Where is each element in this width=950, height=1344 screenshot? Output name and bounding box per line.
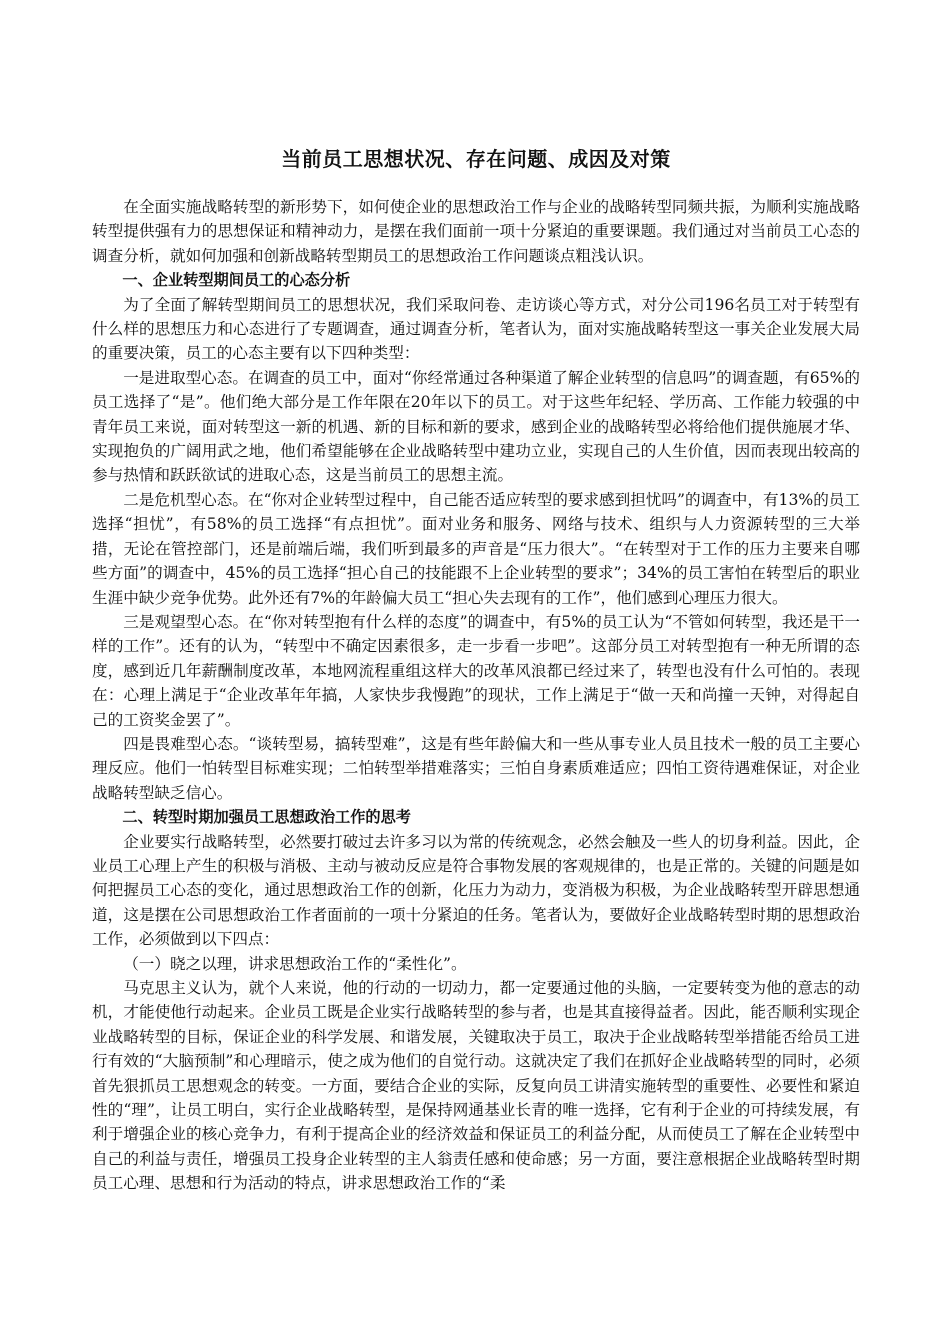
section-2-heading: 二、转型时期加强员工思想政治工作的思考 bbox=[122, 808, 411, 827]
section-1-paragraph-4: 三是观望型心态。在“你对转型抱有什么样的态度”的调查中，有5%的员工认为“不管如何转型，我还是干一样的工作”。还有的认为，“转型中不确定因素很多，走一步看一步吧”。这部分员工对转型抱有一种无所谓的态度，感到近几年薪酬制度改革，本地网流程重组这样大的改革风浪都已经过来了，转型也没有什么可怕的。表现在：心理上满足于“企业改革年年搞，人家快步我慢跑”的现状，工作上满足于“做一天和尚撞一天钟，对得起自己的工资奖金罢了”。 bbox=[92, 612, 860, 729]
document-page bbox=[92, 145, 860, 1196]
section-1-paragraph-2: 一是进取型心态。在调查的员工中，面对“你经常通过各种渠道了解企业转型的信息吗”的调查题，有65%的员工选择了“是”。他们绝大部分是工作年限在20年以下的员工。对于这些年纪轻、学历高、工作能力较强的中青年员工来说，面对转型这一新的机遇、新的目标和新的要求，感到企业的战略转型必将给他们提供施展才华、实现抱负的广阔用武之地，他们希望能够在企业战略转型中建功立业，实现自己的人生价值，因而表现出较高的参与热情和跃跃欲试的进取心态，这是当前员工的思想主流。 bbox=[92, 368, 860, 485]
intro-paragraph: 在全面实施战略转型的新形势下，如何使企业的思想政治工作与企业的战略转型同频共振，为顺利实施战略转型提供强有力的思想保证和精神动力，是摆在我们面前一项十分紧迫的重要课题。我们通过对当前员工心态的调查分析，就如何加强和创新战略转型期员工的思想政治工作问题谈点粗浅认识。 bbox=[92, 198, 860, 265]
section-1-heading: 一、企业转型期间员工的心态分析 bbox=[122, 271, 351, 290]
section-1-paragraph-1: 为了全面了解转型期间员工的思想状况，我们采取问卷、走访谈心等方式，对分公司196名员工对于转型有什么样的思想压力和心态进行了专题调查，通过调查分析，笔者认为，面对实施战略转型这一事关企业发展大局的重要决策，员工的心态主要有以下四种类型： bbox=[92, 295, 860, 363]
section-2-paragraph-2: 马克思主义认为，就个人来说，他的行动的一切动力，都一定要通过他的头脑，一定要转变为他的意志的动机，才能使他行动起来。企业员工既是企业实行战略转型的参与者，也是其直接得益者。因此，能否顺利实现企业战略转型的目标，保证企业的科学发展、和谐发展，关键取决于员工，取决于企业战略转型举措能否给员工进行有效的“大脑预制”和心理暗示，使之成为他们的自觉行动。这就决定了我们在抓好企业战略转型的同时，必须首先狠抓员工思想观念的转变。一方面，要结合企业的实际，反复向员工讲清实施转型的重要性、必要性和紧迫性的“理”，让员工明白，实行企业战略转型，是保持网通基业长青的唯一选择，它有利于企业的可持续发展，有利于增强企业的核心竞争力，有利于提高企业的经济效益和保证员工的利益分配，从而使员工了解在企业转型中自己的利益与责任，增强员工投身企业转型的主人翁责任感和使命感；另一方面，要注意根据企业战略转型时期员工心理、思想和行为活动的特点，讲求思想政治工作的“柔 bbox=[92, 979, 860, 1193]
section-2-subheading-1: （一）晓之以理，讲求思想政治工作的“柔性化”。 bbox=[123, 954, 467, 973]
section-2-paragraph-1: 企业要实行战略转型，必然要打破过去许多习以为常的传统观念，必然会触及一些人的切身利益。因此，企业员工心理上产生的积极与消极、主动与被动反应是符合事物发展的客观规律的，也是正常的。关键的问题是如何把握员工心态的变化，通过思想政治工作的创新，化压力为动力，变消极为积极，为企业战略转型开辟思想通道，这是摆在公司思想政治工作者面前的一项十分紧迫的任务。笔者认为，要做好企业战略转型时期的思想政治工作，必须做到以下四点： bbox=[92, 832, 860, 949]
document-title: 当前员工思想状况、存在问题、成因及对策 bbox=[281, 147, 671, 171]
section-1-paragraph-5: 四是畏难型心态。“谈转型易，搞转型难”，这是有些年龄偏大和一些从事专业人员且技术一般的员工主要心理反应。他们一怕转型目标难实现；二怕转型举措难落实；三怕自身素质难适应；四怕工资待遇难保证，对企业战略转型缺乏信心。 bbox=[92, 734, 860, 802]
section-1-paragraph-3: 二是危机型心态。在“你对企业转型过程中，自己能否适应转型的要求感到担忧吗”的调查中，有13%的员工选择“担忧”，有58%的员工选择“有点担忧”。面对业务和服务、网络与技术、组织与人力资源转型的三大举措，无论在管控部门，还是前端后端，我们听到最多的声音是“压力很大”。“在转型对于工作的压力主要来自哪些方面”的调查中，45%的员工选择“担心自己的技能跟不上企业转型的要求”；34%的员工害怕在转型后的职业生涯中缺少竞争优势。此外还有7%的年龄偏大员工“担心失去现有的工作”，他们感到心理压力很大。 bbox=[92, 490, 860, 607]
